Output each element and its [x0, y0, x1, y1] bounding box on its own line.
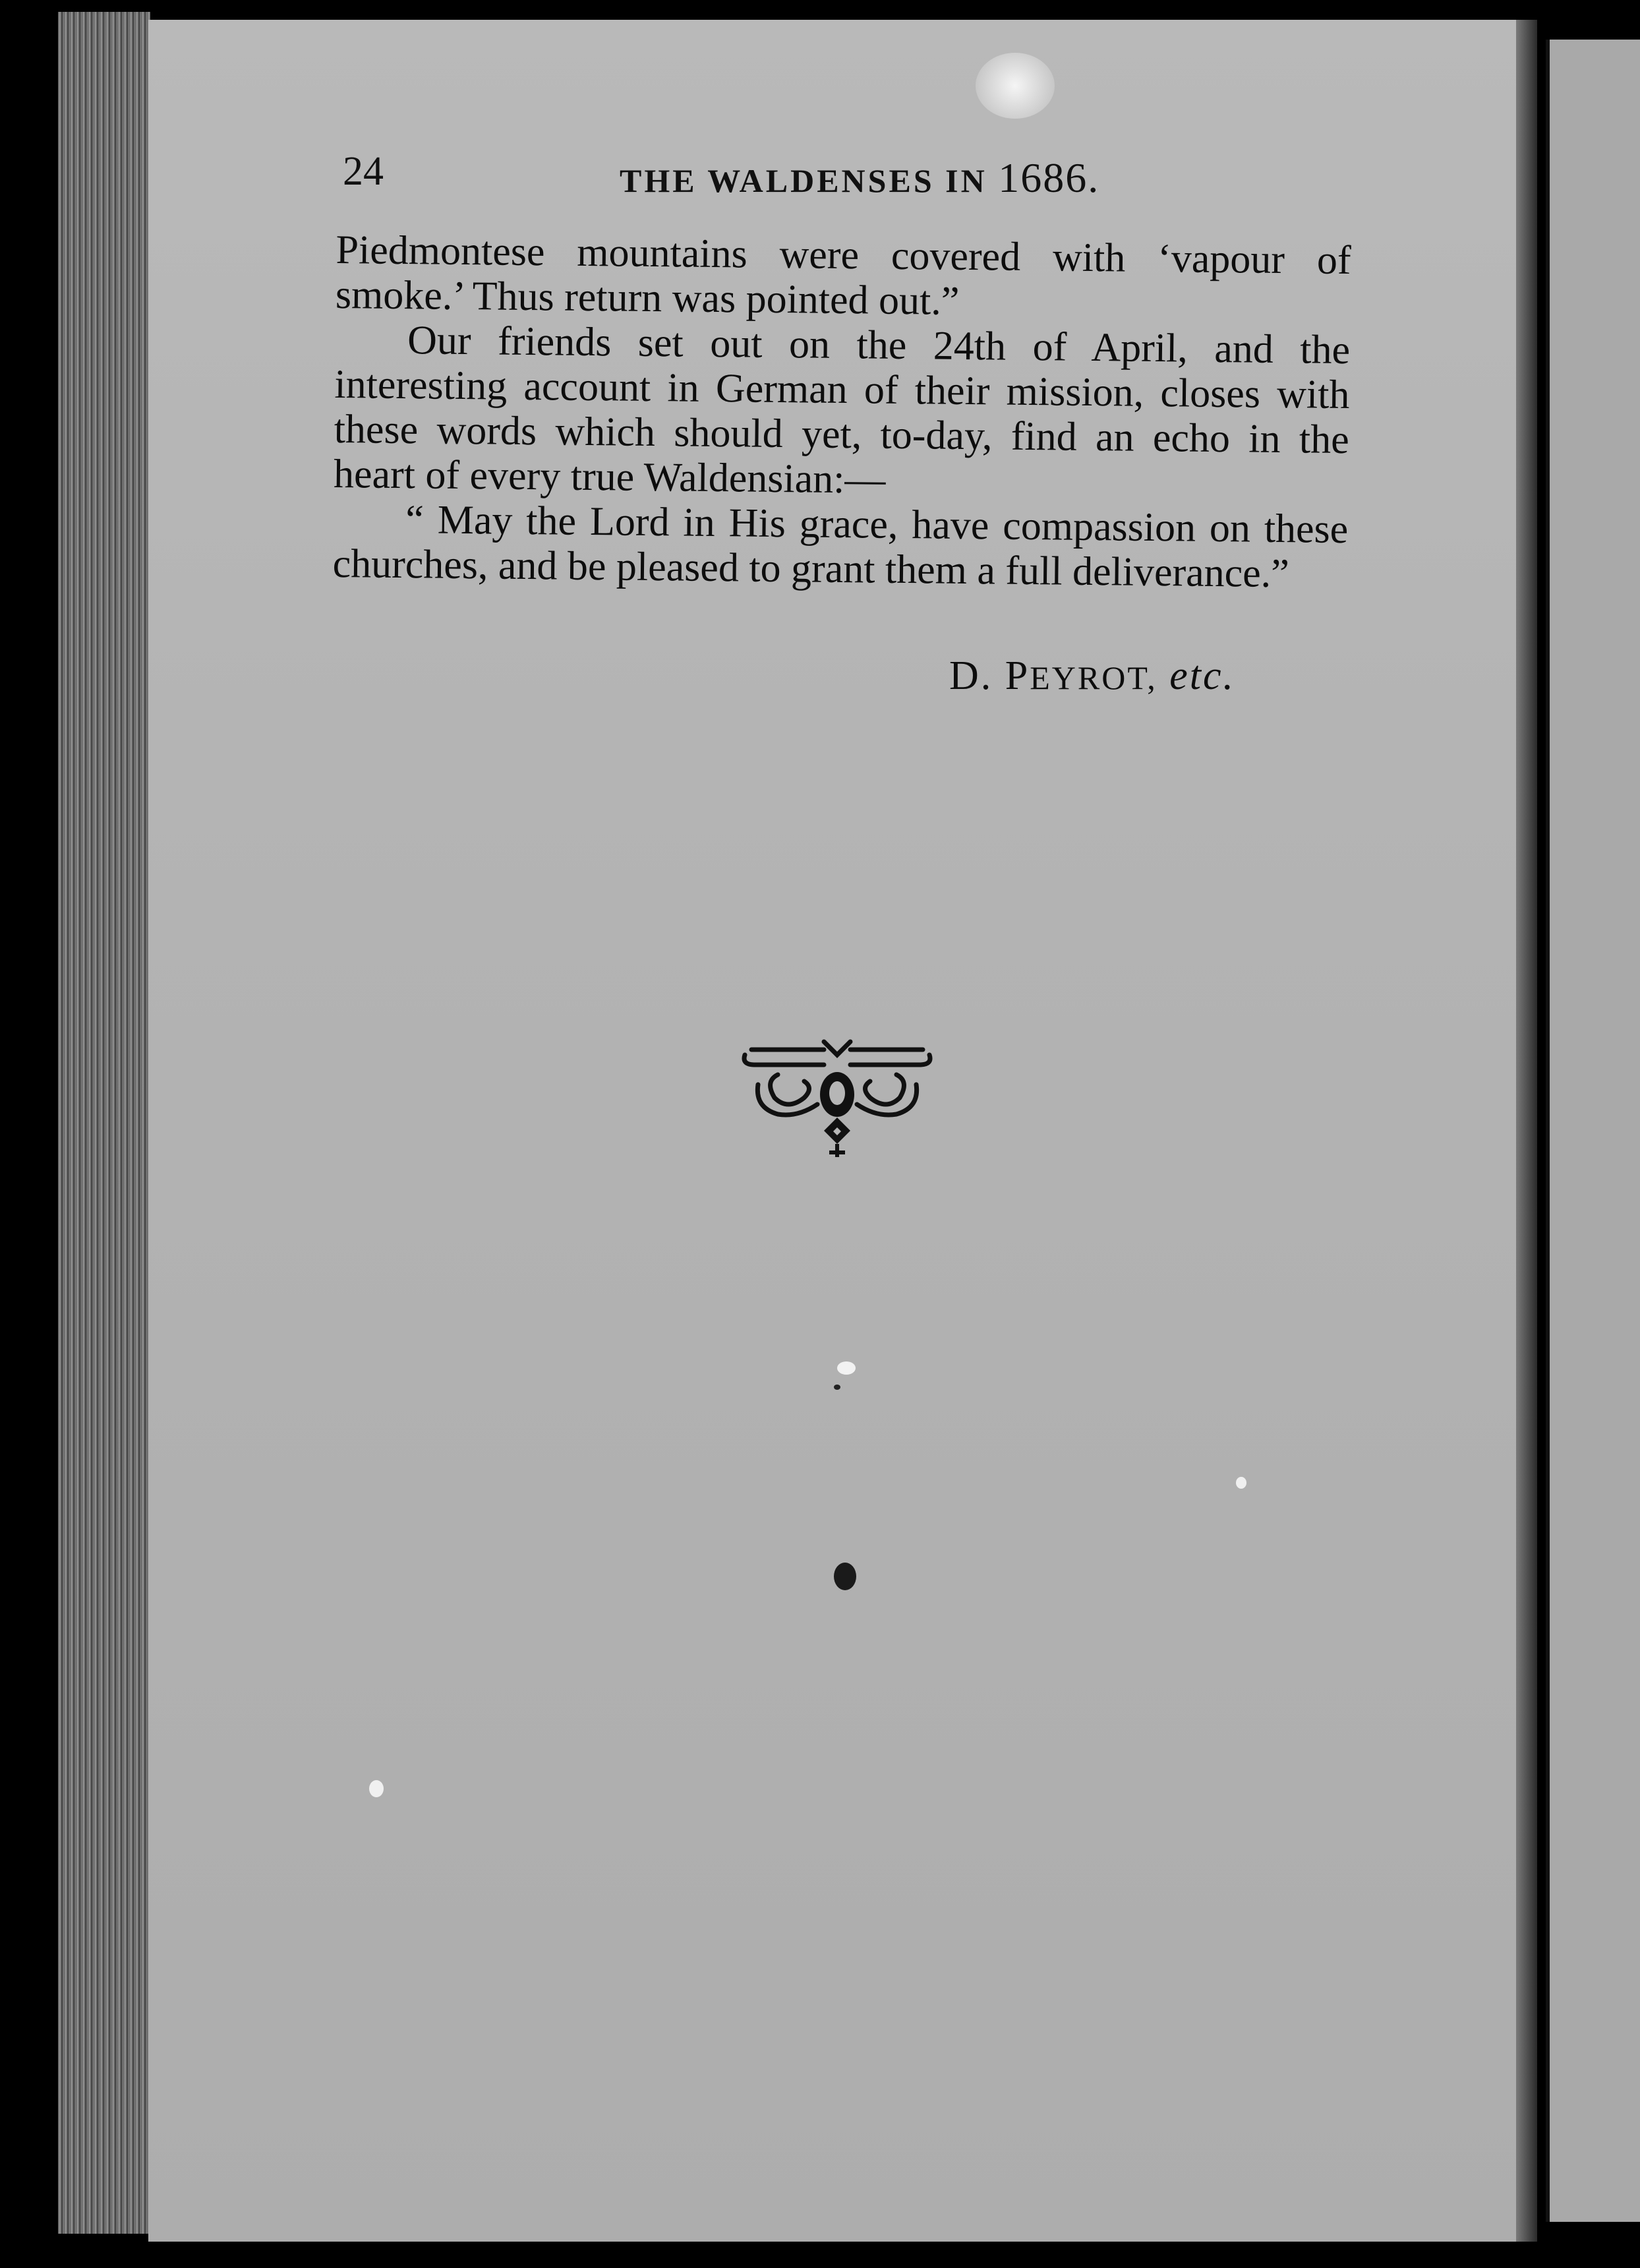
dust-speck [834, 1385, 840, 1390]
signature-etc: etc. [1169, 653, 1235, 698]
signature [949, 653, 1235, 700]
dust-speck [369, 1780, 384, 1797]
book-gutter [1516, 20, 1537, 2242]
running-title-text: THE WALDENSES IN [620, 162, 987, 199]
signature-surname: EYROT, [1030, 659, 1157, 696]
running-title-year: 1686. [998, 154, 1100, 201]
dust-speck [1236, 1477, 1246, 1489]
body-text [332, 227, 1351, 597]
paragraph-2: Our friends set out on the 24th of April, and the interesting account in German of their mission, closes with these words which should yet, to-day, find an echo in the heart of every true Waldensian:— [333, 318, 1351, 502]
page-number: 24 [343, 149, 384, 194]
paragraph-1: Piedmontese mountains were covered with ‘vapour of smoke.’ Thus return was pointed out.” [335, 227, 1351, 324]
dust-speck [834, 1563, 856, 1590]
page-edges [58, 12, 150, 2234]
facing-page-edge [1546, 40, 1640, 2222]
paragraph-3-quote: “ May the Lord in His grace, have compassion on these churches, and be pleased to grant them a full deliverance.” [332, 497, 1349, 597]
dust-speck [837, 1361, 856, 1375]
running-title [620, 154, 1099, 202]
signature-initial: D. P [949, 653, 1030, 698]
dust-speck [976, 53, 1055, 119]
fleuron-ornament-icon [738, 1035, 936, 1160]
